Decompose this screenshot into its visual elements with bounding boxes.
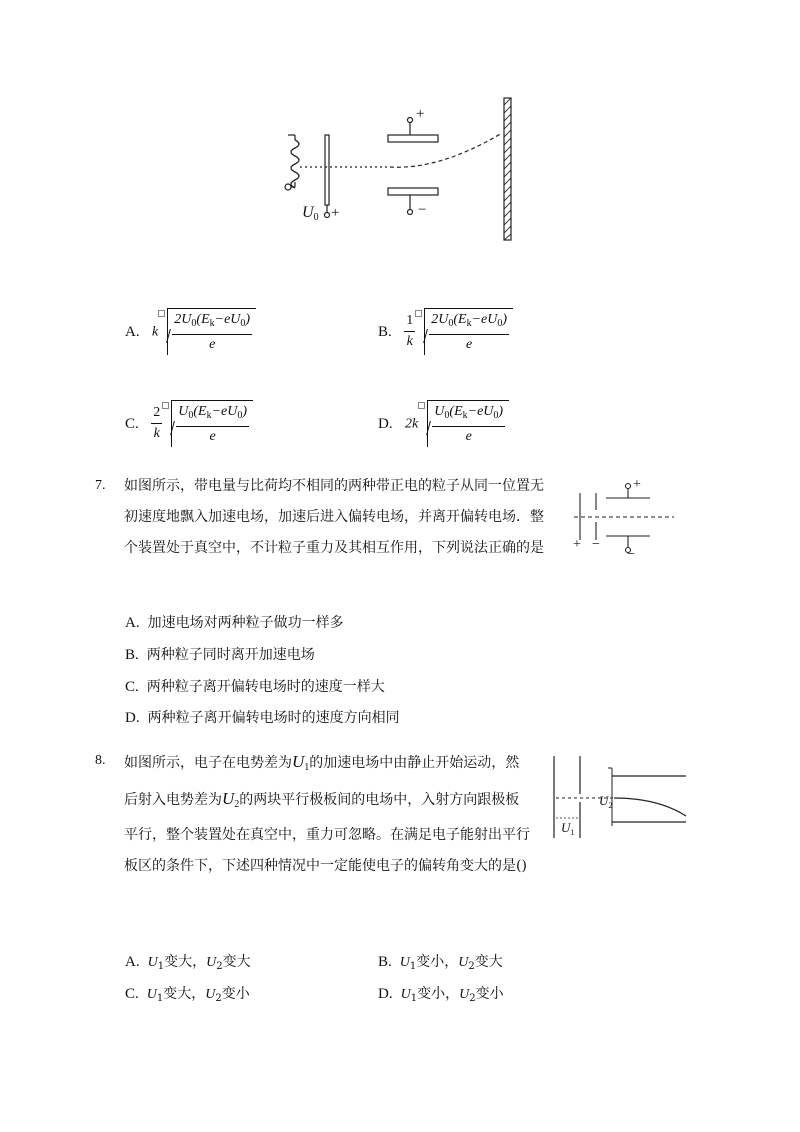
u2-symbol: U bbox=[222, 789, 235, 808]
u2-symbol: U bbox=[206, 955, 217, 970]
charge-e: e bbox=[224, 312, 231, 327]
denominator: e bbox=[172, 334, 252, 355]
u2-subscript: 2 bbox=[216, 961, 223, 972]
sqrt-sign bbox=[424, 308, 513, 355]
q6-option-a[interactable] bbox=[125, 308, 256, 355]
choice-text-2: 变大 bbox=[474, 954, 503, 970]
num-coef: 2 bbox=[431, 312, 439, 327]
q7-fig-left-minus: − bbox=[592, 537, 600, 552]
q7-fig-top-plus: + bbox=[633, 477, 641, 492]
u2-subscript: 2 bbox=[234, 799, 240, 810]
choice-text: 两种粒子离开偏转电场时的速度一样大 bbox=[146, 679, 385, 695]
q6-option-c-coef bbox=[151, 403, 162, 444]
q6-option-d-coef: 2k bbox=[405, 416, 419, 432]
u1-symbol: U bbox=[147, 955, 158, 970]
top-plus-sign: + bbox=[416, 106, 425, 122]
q8-fig-u2-label bbox=[599, 793, 612, 810]
q8-choice-c[interactable] bbox=[125, 984, 250, 1009]
denominator: e bbox=[432, 426, 505, 447]
fraction bbox=[429, 310, 509, 355]
u-symbol: U bbox=[487, 312, 498, 327]
q8-line-2-b: 的两块平行极板间的电场中，入射方向跟极板 bbox=[239, 792, 520, 808]
u-sub: 0 bbox=[444, 410, 450, 421]
q7-choice-a[interactable] bbox=[125, 613, 344, 633]
e-sub: k bbox=[209, 318, 215, 329]
q8-line-1 bbox=[124, 746, 544, 783]
q8-stem bbox=[124, 746, 544, 882]
u1-symbol: U bbox=[146, 987, 157, 1002]
e-symbol: E bbox=[198, 404, 207, 419]
q7-choice-d[interactable] bbox=[125, 708, 400, 728]
q8-fig-u1-label bbox=[561, 820, 574, 837]
u-symbol: U bbox=[178, 404, 189, 419]
e-symbol: E bbox=[201, 312, 210, 327]
num-coef: 2 bbox=[174, 312, 182, 327]
e-sub: k bbox=[206, 410, 212, 421]
fig-u2-symbol: U bbox=[599, 793, 609, 808]
q7-figure bbox=[570, 478, 680, 563]
choice-text-2: 变小 bbox=[221, 986, 250, 1002]
placeholder-box bbox=[418, 402, 425, 409]
q7-fig-bottom-minus: − bbox=[627, 547, 635, 562]
numerator: $2U_0(E_k-eU_0)$ bbox=[174, 312, 251, 329]
u-sub: 0 bbox=[493, 410, 499, 421]
u1-subscript: 1 bbox=[409, 961, 417, 972]
u-symbol: U bbox=[483, 404, 494, 419]
q6-option-d-label: D. bbox=[378, 415, 393, 432]
fraction bbox=[176, 402, 249, 447]
u1-subscript: 1 bbox=[304, 762, 310, 773]
u-sub: 0 bbox=[191, 318, 197, 329]
e-symbol: E bbox=[454, 404, 463, 419]
u2-symbol: U bbox=[459, 987, 470, 1002]
fig-u1-subscript: 1 bbox=[570, 828, 575, 837]
fraction bbox=[432, 402, 505, 447]
q8-line-2 bbox=[124, 783, 544, 820]
u1-symbol: U bbox=[400, 987, 411, 1002]
choice-label: D. bbox=[378, 986, 393, 1002]
q8-choice-b[interactable] bbox=[378, 952, 503, 977]
u0-symbol: U bbox=[302, 204, 314, 221]
choice-text: 两种粒子同时离开加速电场 bbox=[146, 647, 315, 663]
lower-plate bbox=[388, 188, 438, 195]
minus: − bbox=[471, 312, 482, 327]
charge-e: e bbox=[481, 312, 488, 327]
q6-option-b-label: B. bbox=[378, 323, 392, 340]
choice-label: B. bbox=[125, 647, 139, 663]
u0-label bbox=[302, 204, 319, 223]
q7-choice-b[interactable] bbox=[125, 645, 315, 665]
numerator: $U_0(E_k-eU_0)$ bbox=[434, 404, 504, 421]
choice-text-2: 变大 bbox=[222, 954, 251, 970]
choice-text-1: 变小， bbox=[417, 986, 460, 1002]
q6-option-a-coef: k bbox=[152, 324, 159, 340]
u-sub: 0 bbox=[237, 410, 243, 421]
q7-number: 7. bbox=[95, 478, 106, 493]
charge-e: e bbox=[477, 404, 484, 419]
denominator: e bbox=[176, 426, 249, 447]
u0-subscript: 0 bbox=[313, 212, 319, 223]
q8-line-4: 板区的条件下，下述四种情况中一定能使电子的偏转角变大的是() bbox=[124, 858, 527, 874]
u-sub: 0 bbox=[448, 318, 454, 329]
u2-symbol: U bbox=[205, 987, 216, 1002]
q6-option-b[interactable] bbox=[378, 308, 513, 355]
minus: − bbox=[467, 404, 478, 419]
fig-u1-symbol: U bbox=[561, 820, 571, 835]
q7-fig-left-plus: + bbox=[573, 537, 581, 552]
placeholder-box bbox=[415, 310, 422, 317]
coef-den: k bbox=[404, 331, 415, 352]
q7-stem bbox=[124, 471, 564, 564]
choice-label: C. bbox=[125, 986, 139, 1002]
e-sub: k bbox=[462, 410, 468, 421]
u-sub: 0 bbox=[188, 410, 194, 421]
u1-symbol: U bbox=[399, 955, 410, 970]
u-sub: 0 bbox=[497, 318, 503, 329]
choice-label: A. bbox=[125, 615, 140, 631]
denominator: e bbox=[429, 334, 509, 355]
u1-subscript: 1 bbox=[156, 993, 164, 1004]
q7-line-3: 个装置处于真空中，不计粒子重力及其相互作用，下列说法正确的是 bbox=[124, 540, 544, 556]
sqrt-sign bbox=[171, 400, 253, 447]
u-symbol: U bbox=[438, 312, 449, 327]
q8-line-3: 平行，整个装置处在真空中，重力可忽略。在满足电子能射出平行 bbox=[124, 827, 530, 843]
u-symbol: U bbox=[227, 404, 238, 419]
choice-text-1: 变大， bbox=[164, 954, 207, 970]
q7-line-2: 初速度地飘入加速电场，加速后进入偏转电场，并离开偏转电场．整 bbox=[124, 509, 544, 525]
top-minus-sign: − bbox=[418, 202, 427, 218]
placeholder-box bbox=[158, 310, 165, 317]
u0-plus-sign: + bbox=[331, 205, 340, 221]
q8-choice-a[interactable] bbox=[125, 952, 251, 977]
placeholder-box bbox=[162, 402, 169, 409]
u-symbol: U bbox=[434, 404, 445, 419]
minus: − bbox=[214, 312, 225, 327]
choice-text-1: 变小， bbox=[416, 954, 459, 970]
q8-number: 8. bbox=[95, 753, 106, 768]
q7-line-1: 如图所示，带电量与比荷均不相同的两种带正电的粒子从同一位置无 bbox=[124, 478, 544, 494]
q6-option-b-coef bbox=[404, 311, 415, 352]
u-symbol: U bbox=[181, 312, 192, 327]
q8-choice-d[interactable] bbox=[378, 984, 504, 1009]
u2-symbol: U bbox=[458, 955, 469, 970]
minus: − bbox=[211, 404, 222, 419]
choice-text: 加速电场对两种粒子做功一样多 bbox=[147, 615, 344, 631]
choice-label: B. bbox=[378, 954, 392, 970]
e-symbol: E bbox=[458, 312, 467, 327]
u2-subscript: 2 bbox=[215, 993, 222, 1004]
choice-text: 两种粒子离开偏转电场时的速度方向相同 bbox=[147, 710, 400, 726]
numerator: $U_0(E_k-eU_0)$ bbox=[178, 404, 248, 421]
u2-subscript: 2 bbox=[469, 993, 476, 1004]
q6-option-d[interactable] bbox=[378, 400, 509, 447]
u2-subscript: 2 bbox=[468, 961, 475, 972]
q7-choice-c[interactable] bbox=[125, 677, 385, 697]
choice-label: C. bbox=[125, 679, 139, 695]
choice-text-2: 变小 bbox=[475, 986, 504, 1002]
sqrt-sign bbox=[167, 308, 256, 355]
u-symbol: U bbox=[230, 312, 241, 327]
accelerating-plate bbox=[325, 135, 329, 205]
charge-e: e bbox=[221, 404, 228, 419]
upper-plate bbox=[388, 135, 438, 142]
u1-subscript: 1 bbox=[157, 961, 165, 972]
fig-u2-subscript: 2 bbox=[608, 801, 613, 810]
q6-option-c-label: C. bbox=[125, 415, 139, 432]
u1-subscript: 1 bbox=[410, 993, 418, 1004]
apparatus-figure-top bbox=[280, 95, 520, 250]
choice-text-1: 变大， bbox=[163, 986, 206, 1002]
coef-num: 1 bbox=[406, 313, 414, 328]
q8-line-2-a: 后射入电势差为 bbox=[124, 792, 222, 808]
filament-coil bbox=[291, 140, 299, 188]
choice-label: D. bbox=[125, 710, 140, 726]
q8-line-1-b: 的加速电场中由静止开始运动，然 bbox=[309, 755, 520, 771]
numerator: $2U_0(E_k-eU_0)$ bbox=[431, 312, 508, 329]
choice-label: A. bbox=[125, 954, 140, 970]
fraction bbox=[172, 310, 252, 355]
q6-option-a-label: A. bbox=[125, 323, 140, 340]
u-sub: 0 bbox=[240, 318, 246, 329]
coef-num: 2 bbox=[153, 405, 161, 420]
q8-line-1-a: 如图所示，电子在电势差为 bbox=[124, 755, 292, 771]
coef-den: k bbox=[151, 423, 162, 444]
q6-option-c[interactable] bbox=[125, 400, 253, 447]
e-sub: k bbox=[466, 318, 472, 329]
sqrt-sign bbox=[427, 400, 509, 447]
u1-symbol: U bbox=[292, 752, 305, 771]
